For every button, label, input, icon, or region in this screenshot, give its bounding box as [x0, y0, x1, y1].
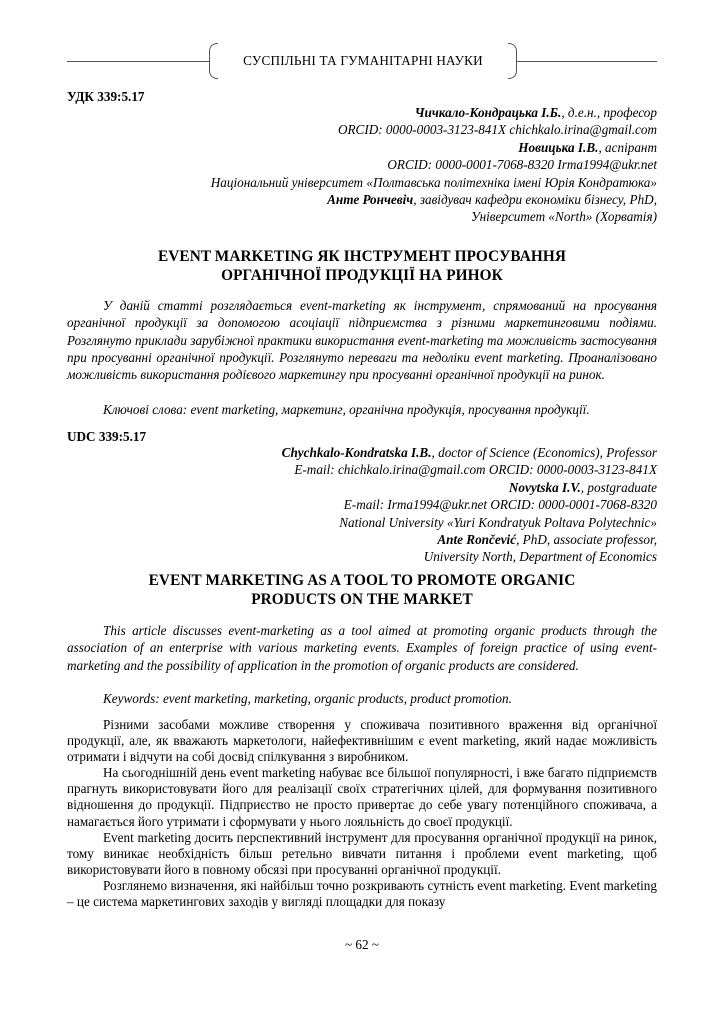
running-header: [67, 43, 657, 79]
authors-en: [67, 444, 657, 566]
author-line: Новицька І.В., аспірант: [518, 139, 657, 155]
header-title: СУСПІЛЬНІ ТА ГУМАНІТАРНІ НАУКИ: [243, 53, 483, 68]
journal-page: [67, 0, 657, 1024]
body-paragraph: Різними засобами можливе створення у споживача позитивного враження від органічної продукції, але, як вважають маркетологи, найефективнішим є event marketing, який надає можливість отримати і відчути на собі досвід спілкування з виробником.: [67, 717, 657, 765]
body-paragraph: Event marketing досить перспективний інструмент для просування органічної продукції на ринок, тому виникає необхідність більш ретельно вивчати питання і проблеми event marketing, щоб використовувати його в повному обсязі при просуванні органічної продукції.: [67, 829, 657, 877]
author-line: Університет «North» (Хорватія): [471, 209, 657, 225]
author-line: Novytska I.V., postgraduate: [508, 479, 657, 495]
author-line: E-mail: Irma1994@ukr.net ORCID: 0000-0001-7068-8320: [343, 497, 657, 513]
page-number: ~ 62 ~: [344, 937, 380, 952]
abstract-ua: У даній статті розглядається event-marketing як інструмент, спрямований на просування органічної продукції за допомогою асоціації підприємства з різними маркетинговими подіями. Розглянуто приклади зарубіжної практики використання event-marketing та можливість застосування при просуванні органічної продукції. Розглянуто переваги та недоліки event marketing. Проаналізовано можливість використання родієвого маркетингу при просуванні органічної продукції на ринок.: [67, 298, 657, 383]
article-title-ua: EVENT MARKETING ЯК ІНСТРУМЕНТ ПРОСУВАННЯ ОРГАНІЧНОЇ ПРОДУКЦІЇ НА РИНОК: [157, 248, 567, 284]
author-line: National University «Yuri Kondratyuk Poltava Polytechnic»: [339, 514, 657, 530]
author-line: ORCID: 0000-0001-7068-8320 Irma1994@ukr.net: [387, 157, 657, 173]
author-line: Ante Rončević, PhD, associate professor,: [437, 532, 657, 548]
authors-ua: [67, 104, 657, 226]
keywords-ua: Ключові слова: event marketing, маркетинг, органічна продукція, просування продукції.: [103, 402, 590, 417]
article-body: [67, 717, 657, 910]
abstract-en: This article discusses event-marketing as a tool aimed at promoting organic products through the association of an enterprise with various marketing events. Examples of foreign practice of using event-marketing and the possibility of application in the promotion of organic products are considered.: [67, 623, 657, 673]
body-paragraph: На сьогоднішній день event marketing набуває все більшої популярності, і вже багато підприємств прагнуть використовувати його для реалізації своїх стратегічних цілей, для формування позитивного відношення до продукції. Підприєство не просто привертає до себе увагу потенційного споживача, а намагається його утримати і сформувати у нього лояльність до своєї продукції.: [67, 765, 657, 829]
header-brace-left: [209, 43, 218, 79]
header-rule-right: [516, 61, 657, 62]
author-line: University North, Department of Economics: [423, 549, 657, 565]
author-line: Національний університет «Полтавська політехніка імені Юрія Кондратюка»: [210, 174, 657, 190]
udc-en: UDC 339:5.17: [67, 429, 147, 444]
author-line: Chychkalo-Kondratska I.B., doctor of Science (Economics), Professor: [281, 445, 657, 460]
header-rule-left: [67, 61, 209, 62]
keywords-en: Keywords: event marketing, marketing, organic products, product promotion.: [103, 691, 512, 706]
article-title-en: EVENT MARKETING AS A TOOL TO PROMOTE ORGANIC PRODUCTS ON THE MARKET: [148, 572, 576, 608]
author-line: Чичкало-Кондрацька І.Б., д.е.н., професор: [414, 105, 657, 120]
body-paragraph: Розглянемо визначення, які найбільш точно розкривають сутність event marketing. Event marketing – це система маркетингових заходів у вигляді площадки для показу: [67, 877, 657, 910]
author-line: ORCID: 0000-0003-3123-841X chichkalo.irina@gmail.com: [337, 122, 657, 138]
author-line: Анте Рончевіч, завідувач кафедри економіки бізнесу, PhD,: [327, 192, 657, 208]
udc-ua: УДК 339:5.17: [67, 89, 145, 104]
author-line: E-mail: chichkalo.irina@gmail.com ORCID: 0000-0003-3123-841X: [294, 462, 657, 478]
